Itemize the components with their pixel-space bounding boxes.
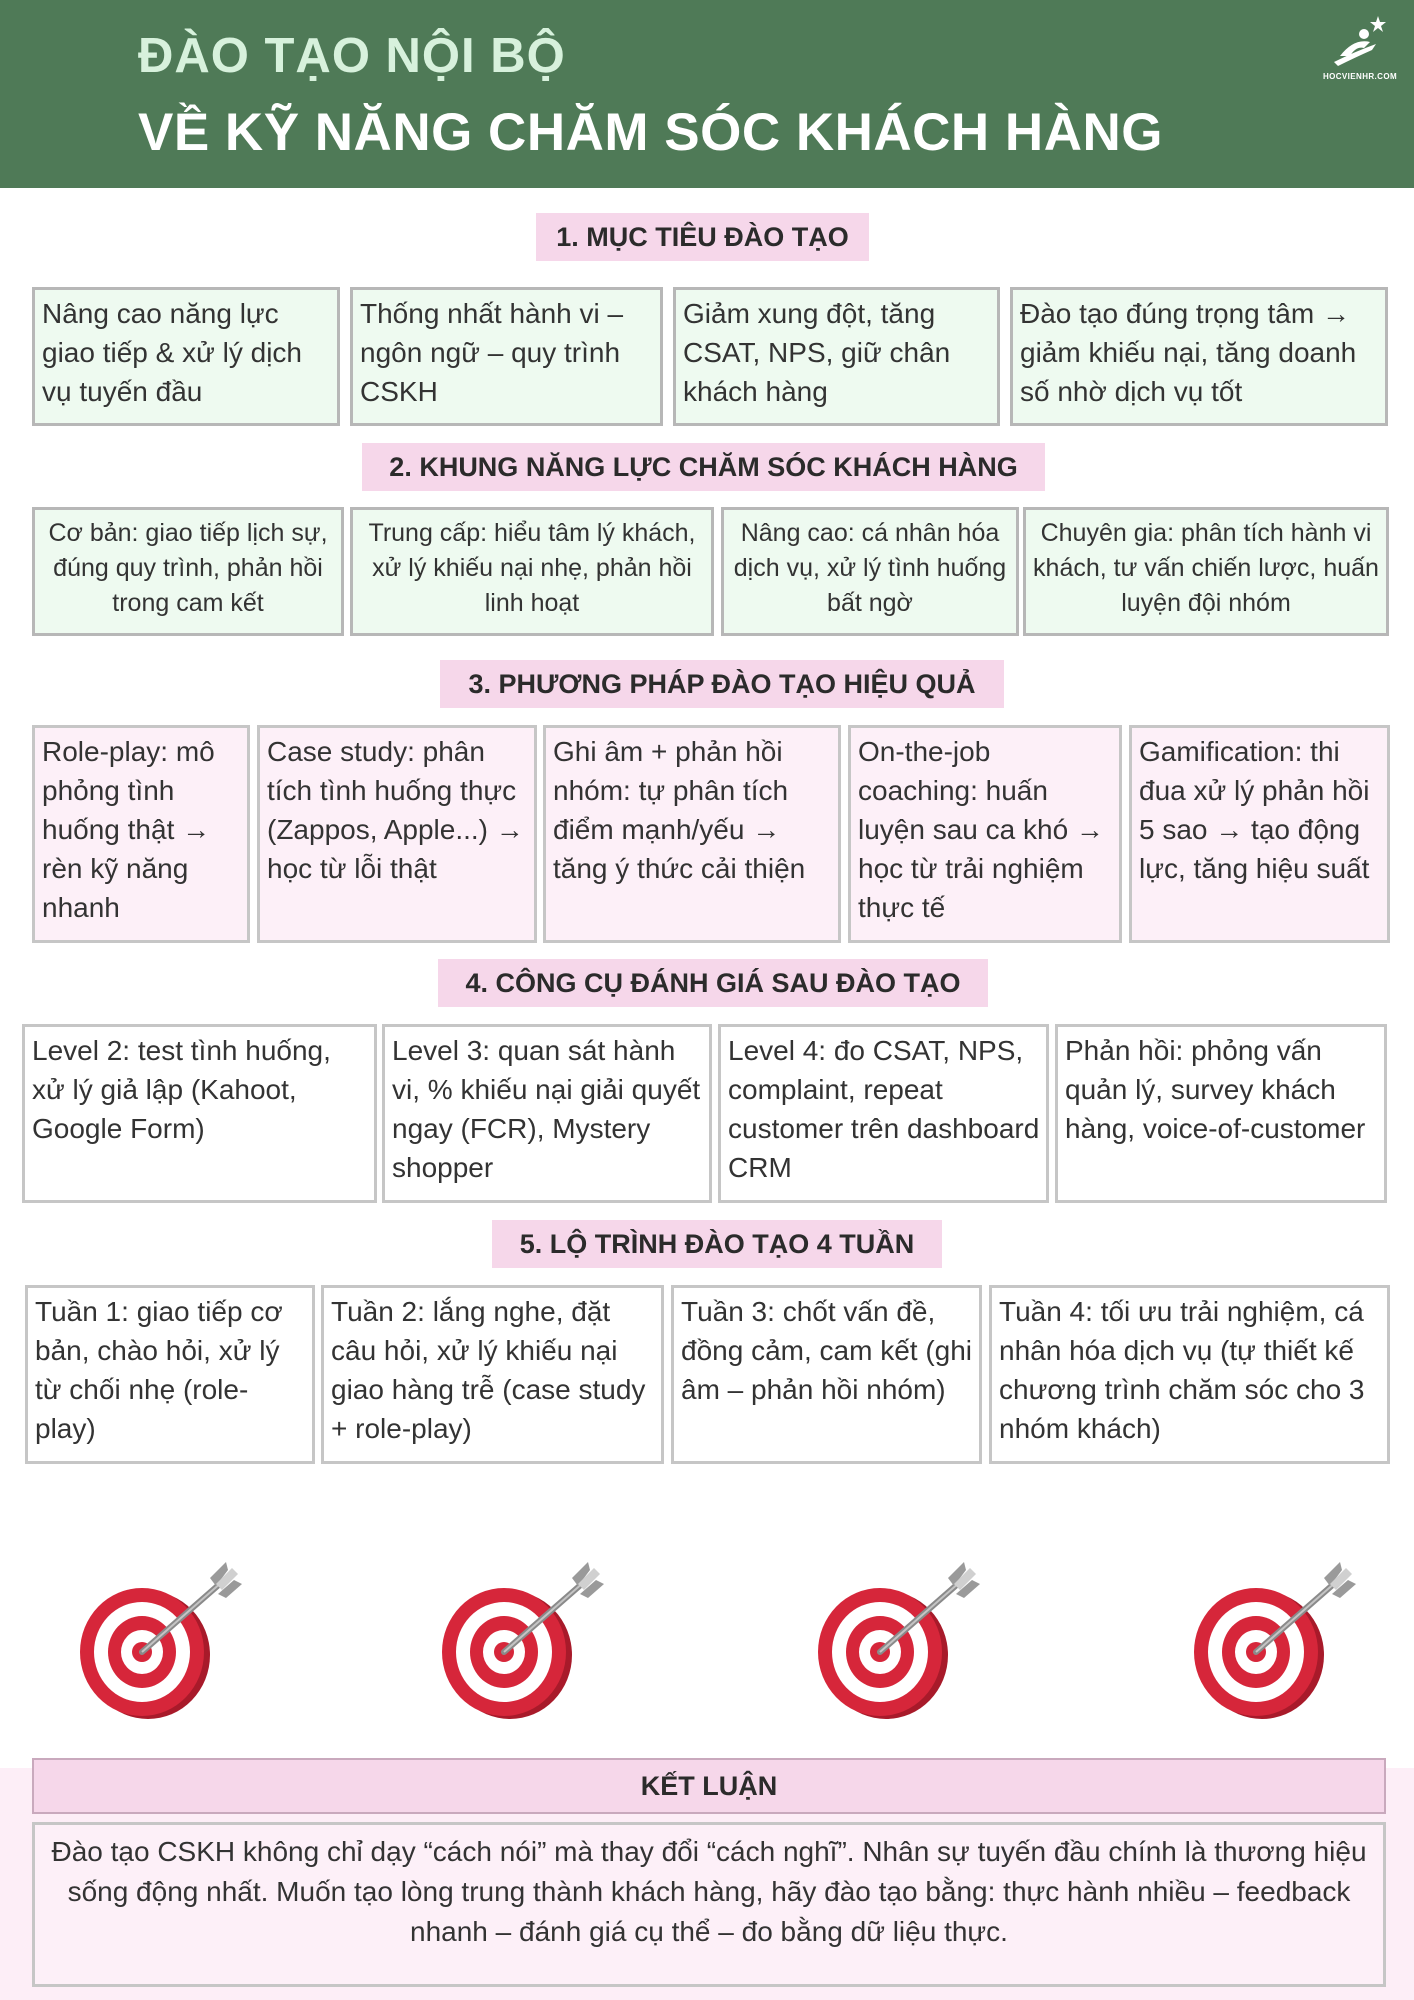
competency-card: Cơ bản: giao tiếp lịch sự, đúng quy trình, phản hồi trong cam kết	[32, 507, 344, 636]
title-line-2: VỀ KỸ NĂNG CHĂM SÓC KHÁCH HÀNG	[138, 103, 1163, 162]
evaluation-card: Level 3: quan sát hành vi, % khiếu nại giải quyết ngay (FCR), Mystery shopper	[382, 1024, 712, 1203]
logo-icon	[1320, 12, 1400, 72]
objective-card: Đào tạo đúng trọng tâm → giảm khiếu nại, tăng doanh số nhờ dịch vụ tốt	[1010, 287, 1388, 426]
section-1-title: 1. MỤC TIÊU ĐÀO TẠO	[536, 213, 869, 261]
section-2-title: 2. KHUNG NĂNG LỰC CHĂM SÓC KHÁCH HÀNG	[362, 443, 1045, 491]
objective-card: Thống nhất hành vi – ngôn ngữ – quy trình CSKH	[350, 287, 663, 426]
competency-card: Chuyên gia: phân tích hành vi khách, tư vấn chiến lược, huấn luyện đội nhóm	[1023, 507, 1389, 636]
roadmap-week-card: Tuần 4: tối ưu trải nghiệm, cá nhân hóa dịch vụ (tự thiết kế chương trình chăm sóc cho 3 nhóm khách)	[989, 1285, 1390, 1464]
roadmap-week-card: Tuần 3: chốt vấn đề, đồng cảm, cam kết (ghi âm – phản hồi nhóm)	[671, 1285, 982, 1464]
conclusion-text: Đào tạo CSKH không chỉ dạy “cách nói” mà thay đổi “cách nghĩ”. Nhân sự tuyến đầu chính là thương hiệu sống động nhất. Muốn tạo lòng trung thành khách hàng, hãy đào tạo bằng: thực hành nhiều – feedback nhanh – đánh giá cụ thể – đo bằng dữ liệu thực.	[32, 1822, 1386, 1987]
objective-card: Giảm xung đột, tăng CSAT, NPS, giữ chân khách hàng	[673, 287, 1000, 426]
logo-text: HOCVIENHR.COM	[1322, 72, 1398, 81]
method-card: On-the-job coaching: huấn luyện sau ca khó → học từ trải nghiệm thực tế	[848, 725, 1122, 943]
competency-card: Trung cấp: hiểu tâm lý khách, xử lý khiếu nại nhẹ, phản hồi linh hoạt	[350, 507, 714, 636]
evaluation-card: Phản hồi: phỏng vấn quản lý, survey khách hàng, voice-of-customer	[1055, 1024, 1387, 1203]
roadmap-week-card: Tuần 2: lắng nghe, đặt câu hỏi, xử lý khiếu nại giao hàng trễ (case study + role-play)	[321, 1285, 664, 1464]
competency-card: Nâng cao: cá nhân hóa dịch vụ, xử lý tình huống bất ngờ	[721, 507, 1019, 636]
logo	[1320, 12, 1400, 84]
section-5-title: 5. LỘ TRÌNH ĐÀO TẠO 4 TUẦN	[492, 1220, 942, 1268]
target-icon	[76, 1560, 246, 1720]
method-card: Role-play: mô phỏng tình huống thật → rèn kỹ năng nhanh	[32, 725, 250, 943]
roadmap-week-card: Tuần 1: giao tiếp cơ bản, chào hỏi, xử lý từ chối nhẹ (role-play)	[25, 1285, 315, 1464]
method-card: Ghi âm + phản hồi nhóm: tự phân tích điểm mạnh/yếu → tăng ý thức cải thiện	[543, 725, 841, 943]
section-4-title: 4. CÔNG CỤ ĐÁNH GIÁ SAU ĐÀO TẠO	[438, 959, 988, 1007]
evaluation-card: Level 4: đo CSAT, NPS, complaint, repeat customer trên dashboard CRM	[718, 1024, 1049, 1203]
target-icon	[814, 1560, 984, 1720]
conclusion-title: KẾT LUẬN	[32, 1758, 1386, 1814]
target-icon	[1190, 1560, 1360, 1720]
objective-card: Nâng cao năng lực giao tiếp & xử lý dịch vụ tuyến đầu	[32, 287, 340, 426]
method-card: Gamification: thi đua xử lý phản hồi 5 sao → tạo động lực, tăng hiệu suất	[1129, 725, 1390, 943]
evaluation-card: Level 2: test tình huống, xử lý giả lập (Kahoot, Google Form)	[22, 1024, 377, 1203]
section-3-title: 3. PHƯƠNG PHÁP ĐÀO TẠO HIỆU QUẢ	[440, 660, 1004, 708]
target-icon	[438, 1560, 608, 1720]
header-banner	[0, 0, 1414, 188]
title-line-1: ĐÀO TẠO NỘI BỘ	[138, 29, 566, 83]
method-card: Case study: phân tích tình huống thực (Zappos, Apple...) → học từ lỗi thật	[257, 725, 537, 943]
